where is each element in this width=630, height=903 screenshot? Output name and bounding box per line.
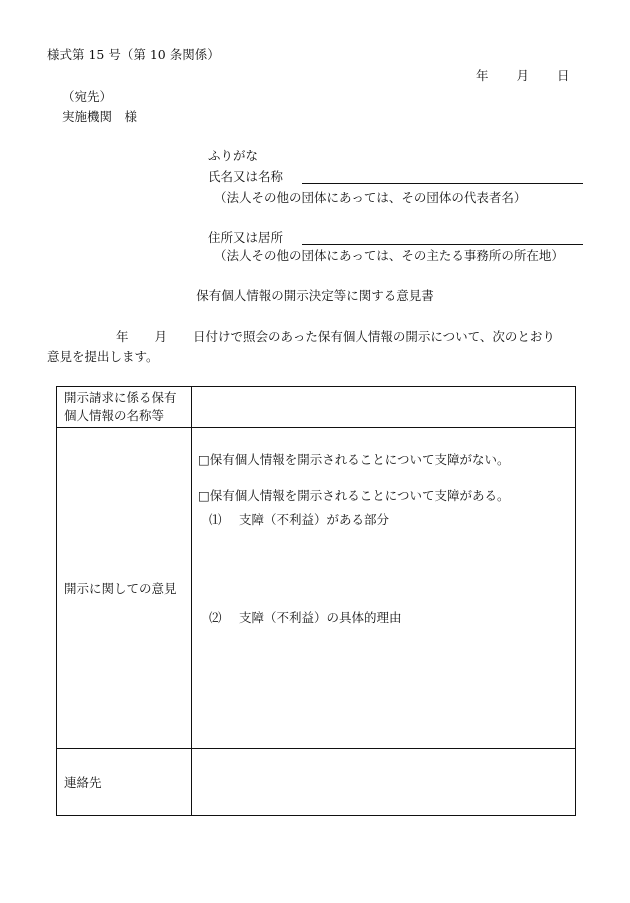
contact-label: 連絡先 [64,775,102,790]
document-title: 保有個人情報の開示決定等に関する意見書 [196,288,434,303]
column-divider [191,749,192,815]
sub-item-specific-reason [209,612,402,625]
table-row-info-name [57,387,575,428]
info-name-label-line1: 開示請求に係る保有 [64,390,177,405]
sub-item-number: ⑵ [209,610,222,625]
date-year: 年 [476,68,489,83]
opinion-table [56,386,576,816]
date-day: 日 [557,68,570,83]
furigana-label: ふりがな [208,148,259,163]
checkbox-no-issue[interactable]: □保有個人情報を開示されることについて支障がない。 [198,452,510,467]
addressee-name: 実施機関 様 [62,109,138,124]
form-number: 様式第 15 号（第 10 条関係） [47,47,220,62]
address-label: 住所又は居所 [208,230,284,245]
body-month: 月 [154,329,168,344]
name-note: （法人その他の団体にあっては、その団体の代表者名） [214,190,527,205]
sub-item-affected-part [209,514,389,527]
name-label: 氏名又は名称 [208,169,284,184]
table-row-opinion [57,428,575,749]
info-name-label-line2: 個人情報の名称等 [64,408,165,423]
address-field[interactable] [302,244,583,245]
date-line [476,70,570,83]
sub-item-number: ⑴ [209,512,222,527]
name-field[interactable] [302,183,583,184]
sub-item-label: 支障（不利益）がある部分 [239,512,390,527]
date-month: 月 [516,68,530,83]
body-year: 年 [116,329,129,344]
column-divider [191,428,192,748]
column-divider [191,387,192,427]
body-text: 日付けで照会のあった保有個人情報の開示について、次のとおり [193,329,555,344]
table-row-contact [57,749,575,815]
body-line-2: 意見を提出します。 [47,349,159,364]
sub-item-label: 支障（不利益）の具体的理由 [239,610,402,625]
opinion-label: 開示に関しての意見 [64,581,177,596]
addressee-label: （宛先） [62,89,113,104]
address-note: （法人その他の団体にあっては、その主たる事務所の所在地） [214,248,564,263]
checkbox-has-issue[interactable]: □保有個人情報を開示されることについて支障がある。 [198,488,510,503]
body-line-1 [116,331,555,344]
